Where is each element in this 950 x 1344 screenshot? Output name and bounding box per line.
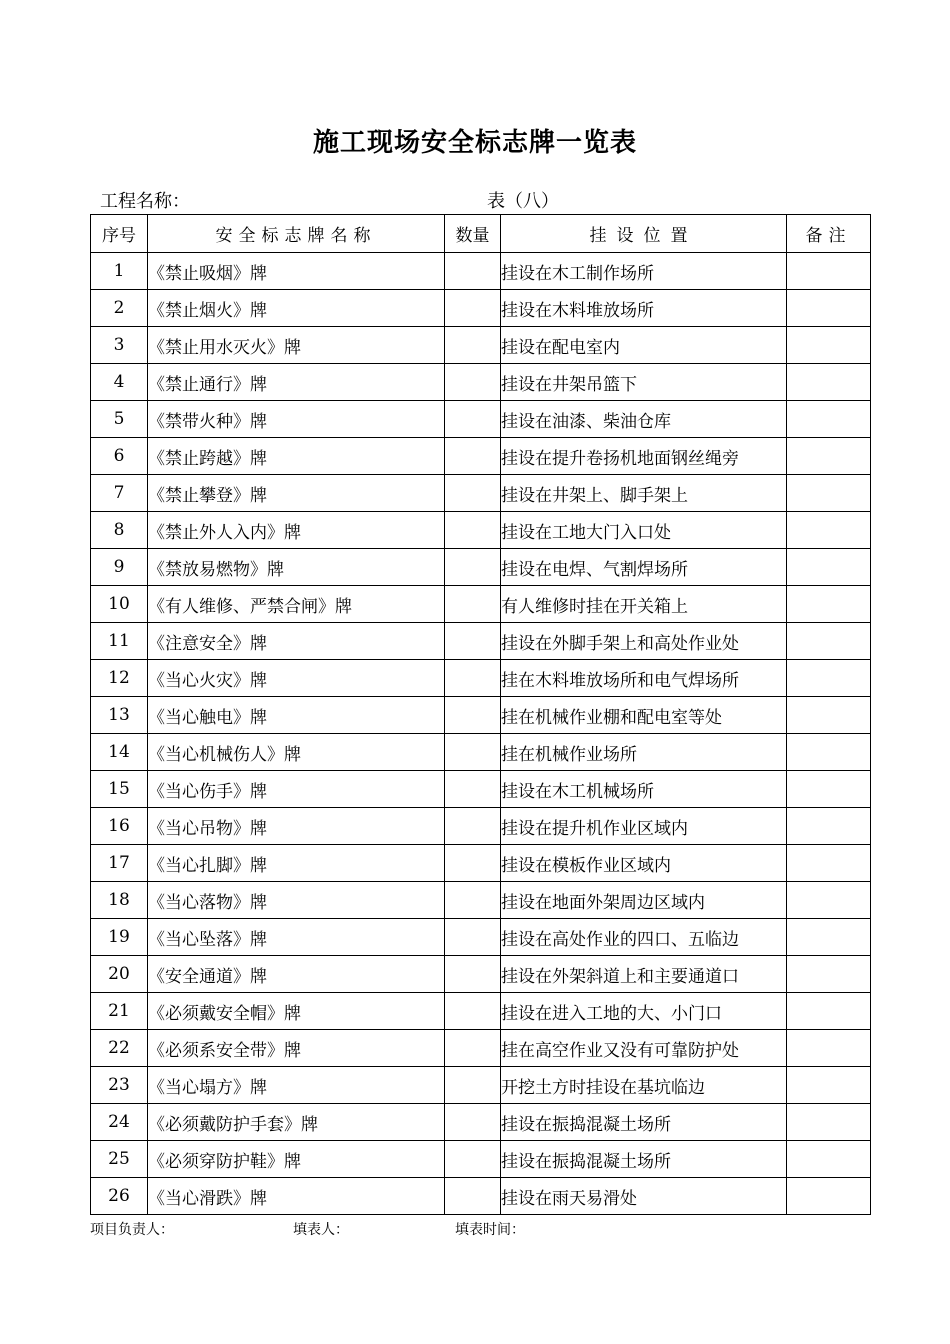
remark-cell: [787, 1067, 871, 1104]
remark-cell: [787, 586, 871, 623]
table-row: [91, 401, 871, 438]
sign-name-cell: 《当心落物》牌: [148, 882, 445, 919]
quantity-cell: [445, 660, 501, 697]
quantity-cell: [445, 549, 501, 586]
quantity-cell: [445, 845, 501, 882]
position-cell: 挂设在地面外架周边区域内: [501, 882, 787, 919]
position-cell: 挂设在木工制作场所: [501, 253, 787, 290]
table-number-label: 表（八）: [487, 191, 559, 212]
header-quantity: 数量: [445, 215, 501, 253]
sign-name-cell: 《必须戴安全帽》牌: [148, 993, 445, 1030]
table-row: [91, 1104, 871, 1141]
row-number-cell: 3: [91, 327, 148, 364]
remark-cell: [787, 1178, 871, 1215]
position-cell: 挂设在雨天易滑处: [501, 1178, 787, 1215]
sign-name-cell: 《当心坠落》牌: [148, 919, 445, 956]
quantity-cell: [445, 697, 501, 734]
remark-cell: [787, 771, 871, 808]
table-row: [91, 845, 871, 882]
table-row: [91, 290, 871, 327]
quantity-cell: [445, 253, 501, 290]
sign-name-cell: 《必须系安全带》牌: [148, 1030, 445, 1067]
sign-name-cell: 《注意安全》牌: [148, 623, 445, 660]
quantity-cell: [445, 586, 501, 623]
sign-name-cell: 《当心滑跌》牌: [148, 1178, 445, 1215]
table-row: [91, 549, 871, 586]
quantity-cell: [445, 1104, 501, 1141]
quantity-cell: [445, 1141, 501, 1178]
sign-name-cell: 《当心机械伤人》牌: [148, 734, 445, 771]
remark-cell: [787, 697, 871, 734]
table-row: [91, 919, 871, 956]
position-cell: 开挖土方时挂设在基坑临边: [501, 1067, 787, 1104]
row-number-cell: 17: [91, 845, 148, 882]
position-cell: 挂设在外架斜道上和主要通道口: [501, 956, 787, 993]
table-row: [91, 1067, 871, 1104]
position-cell: 挂设在外脚手架上和高处作业处: [501, 623, 787, 660]
quantity-cell: [445, 438, 501, 475]
fill-time-label: 填表时间：: [455, 1222, 525, 1238]
table-header-row: [91, 215, 871, 253]
remark-cell: [787, 882, 871, 919]
quantity-cell: [445, 882, 501, 919]
row-number-cell: 5: [91, 401, 148, 438]
sign-name-cell: 《必须穿防护鞋》牌: [148, 1141, 445, 1178]
sign-name-cell: 《当心塌方》牌: [148, 1067, 445, 1104]
remark-cell: [787, 364, 871, 401]
quantity-cell: [445, 1178, 501, 1215]
row-number-cell: 21: [91, 993, 148, 1030]
row-number-cell: 26: [91, 1178, 148, 1215]
sign-name-cell: 《禁止跨越》牌: [148, 438, 445, 475]
remark-cell: [787, 512, 871, 549]
quantity-cell: [445, 1030, 501, 1067]
remark-cell: [787, 401, 871, 438]
remark-cell: [787, 623, 871, 660]
table-row: [91, 253, 871, 290]
position-cell: 挂设在振捣混凝土场所: [501, 1141, 787, 1178]
position-cell: 挂设在工地大门入口处: [501, 512, 787, 549]
row-number-cell: 6: [91, 438, 148, 475]
position-cell: 挂设在电焊、气割焊场所: [501, 549, 787, 586]
header-remark: 备注: [787, 215, 871, 253]
sign-name-cell: 《禁带火种》牌: [148, 401, 445, 438]
quantity-cell: [445, 475, 501, 512]
remark-cell: [787, 549, 871, 586]
sign-name-cell: 《禁止吸烟》牌: [148, 253, 445, 290]
position-cell: 挂设在木工机械场所: [501, 771, 787, 808]
row-number-cell: 14: [91, 734, 148, 771]
sign-name-cell: 《禁止通行》牌: [148, 364, 445, 401]
table-row: [91, 993, 871, 1030]
sign-name-cell: 《当心吊物》牌: [148, 808, 445, 845]
remark-cell: [787, 808, 871, 845]
row-number-cell: 15: [91, 771, 148, 808]
quantity-cell: [445, 327, 501, 364]
remark-cell: [787, 845, 871, 882]
remark-cell: [787, 253, 871, 290]
table-row: [91, 512, 871, 549]
quantity-cell: [445, 623, 501, 660]
row-number-cell: 7: [91, 475, 148, 512]
table-row: [91, 771, 871, 808]
position-cell: 挂在木料堆放场所和电气焊场所: [501, 660, 787, 697]
position-cell: 挂设在油漆、柴油仓库: [501, 401, 787, 438]
table-row: [91, 660, 871, 697]
row-number-cell: 16: [91, 808, 148, 845]
header-sign-name: 安全标志牌名称: [148, 215, 445, 253]
row-number-cell: 13: [91, 697, 148, 734]
table-row: [91, 364, 871, 401]
table-row: [91, 438, 871, 475]
row-number-cell: 2: [91, 290, 148, 327]
project-leader-label: 项目负责人：: [90, 1222, 174, 1238]
table-row: [91, 586, 871, 623]
header-no: 序号: [91, 215, 148, 253]
header-position: 挂设位置: [501, 215, 787, 253]
row-number-cell: 11: [91, 623, 148, 660]
project-name-label: 工程名称：: [100, 191, 190, 212]
position-cell: 挂设在进入工地的大、小门口: [501, 993, 787, 1030]
row-number-cell: 20: [91, 956, 148, 993]
sign-name-cell: 《当心扎脚》牌: [148, 845, 445, 882]
remark-cell: [787, 956, 871, 993]
quantity-cell: [445, 364, 501, 401]
remark-cell: [787, 993, 871, 1030]
table-row: [91, 1030, 871, 1067]
row-number-cell: 12: [91, 660, 148, 697]
remark-cell: [787, 475, 871, 512]
position-cell: 挂设在木料堆放场所: [501, 290, 787, 327]
sign-name-cell: 《必须戴防护手套》牌: [148, 1104, 445, 1141]
position-cell: 挂设在提升卷扬机地面钢丝绳旁: [501, 438, 787, 475]
table-row: [91, 1178, 871, 1215]
table-row: [91, 808, 871, 845]
row-number-cell: 22: [91, 1030, 148, 1067]
table-row: [91, 882, 871, 919]
sign-name-cell: 《当心火灾》牌: [148, 660, 445, 697]
remark-cell: [787, 327, 871, 364]
table-row: [91, 1141, 871, 1178]
safety-sign-table: [90, 214, 871, 1215]
position-cell: 挂在机械作业棚和配电室等处: [501, 697, 787, 734]
row-number-cell: 9: [91, 549, 148, 586]
position-cell: 挂设在配电室内: [501, 327, 787, 364]
quantity-cell: [445, 512, 501, 549]
quantity-cell: [445, 290, 501, 327]
position-cell: 挂设在提升机作业区域内: [501, 808, 787, 845]
row-number-cell: 8: [91, 512, 148, 549]
remark-cell: [787, 1104, 871, 1141]
position-cell: 有人维修时挂在开关箱上: [501, 586, 787, 623]
sign-name-cell: 《当心伤手》牌: [148, 771, 445, 808]
position-cell: 挂设在井架上、脚手架上: [501, 475, 787, 512]
table-row: [91, 623, 871, 660]
quantity-cell: [445, 771, 501, 808]
table-row: [91, 327, 871, 364]
table-row: [91, 475, 871, 512]
sign-name-cell: 《禁止用水灭火》牌: [148, 327, 445, 364]
sign-name-cell: 《禁止外人入内》牌: [148, 512, 445, 549]
quantity-cell: [445, 734, 501, 771]
table-body: [91, 253, 871, 1215]
row-number-cell: 25: [91, 1141, 148, 1178]
sign-name-cell: 《禁止攀登》牌: [148, 475, 445, 512]
sign-name-cell: 《安全通道》牌: [148, 956, 445, 993]
position-cell: 挂在机械作业场所: [501, 734, 787, 771]
sign-name-cell: 《当心触电》牌: [148, 697, 445, 734]
remark-cell: [787, 660, 871, 697]
position-cell: 挂设在井架吊篮下: [501, 364, 787, 401]
remark-cell: [787, 290, 871, 327]
sign-name-cell: 《禁止烟火》牌: [148, 290, 445, 327]
position-cell: 挂设在高处作业的四口、五临边: [501, 919, 787, 956]
quantity-cell: [445, 919, 501, 956]
table-row: [91, 734, 871, 771]
position-cell: 挂设在振捣混凝土场所: [501, 1104, 787, 1141]
quantity-cell: [445, 993, 501, 1030]
quantity-cell: [445, 1067, 501, 1104]
remark-cell: [787, 438, 871, 475]
document-title: 施工现场安全标志牌一览表: [312, 128, 637, 158]
remark-cell: [787, 734, 871, 771]
table-row: [91, 697, 871, 734]
row-number-cell: 10: [91, 586, 148, 623]
sign-name-cell: 《禁放易燃物》牌: [148, 549, 445, 586]
row-number-cell: 18: [91, 882, 148, 919]
quantity-cell: [445, 401, 501, 438]
quantity-cell: [445, 956, 501, 993]
remark-cell: [787, 919, 871, 956]
row-number-cell: 4: [91, 364, 148, 401]
quantity-cell: [445, 808, 501, 845]
position-cell: 挂设在模板作业区域内: [501, 845, 787, 882]
position-cell: 挂在高空作业又没有可靠防护处: [501, 1030, 787, 1067]
row-number-cell: 23: [91, 1067, 148, 1104]
form-filler-label: 填表人：: [293, 1222, 349, 1238]
sign-name-cell: 《有人维修、严禁合闸》牌: [148, 586, 445, 623]
remark-cell: [787, 1141, 871, 1178]
remark-cell: [787, 1030, 871, 1067]
row-number-cell: 1: [91, 253, 148, 290]
row-number-cell: 19: [91, 919, 148, 956]
row-number-cell: 24: [91, 1104, 148, 1141]
table-row: [91, 956, 871, 993]
